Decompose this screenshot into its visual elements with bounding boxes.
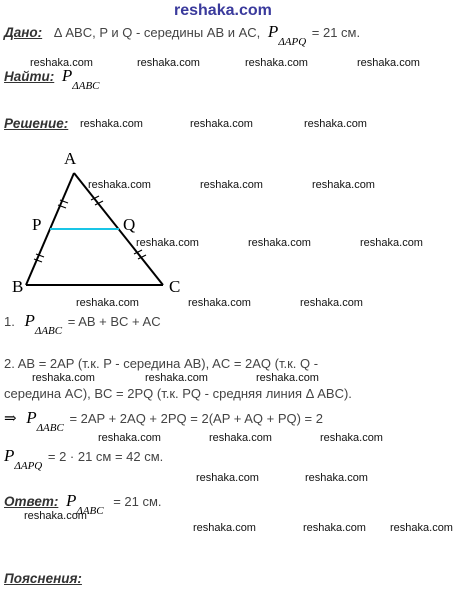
watermark: reshaka.com xyxy=(190,118,253,130)
solution-heading: Решение: xyxy=(4,116,69,131)
watermark: reshaka.com xyxy=(32,372,95,384)
step1-p-sub: ΔABC xyxy=(34,325,63,337)
answer-p-symbol: P xyxy=(65,491,77,510)
step2-line2: середина AC), BC = 2PQ (т.к. PQ - средняя линия Δ ABC). xyxy=(4,386,352,401)
watermark: reshaka.com xyxy=(200,179,263,191)
watermark: reshaka.com xyxy=(30,57,93,69)
watermark: reshaka.com xyxy=(256,372,319,384)
step2-p2-sub: ΔAPQ xyxy=(14,460,43,472)
watermark: reshaka.com xyxy=(98,432,161,444)
find-p-sub: ΔABC xyxy=(72,80,100,92)
watermark: reshaka.com xyxy=(209,432,272,444)
watermark: reshaka.com xyxy=(88,179,151,191)
given-p-symbol: P xyxy=(267,22,279,41)
step2-result: = 2 · 21 см = 42 см. xyxy=(47,449,164,464)
step2-p-symbol: P xyxy=(26,408,37,427)
watermark: reshaka.com xyxy=(145,372,208,384)
given-text: Δ ABC, P и Q - середины AB и AC, xyxy=(53,25,261,40)
explanation-heading: Пояснения: xyxy=(4,571,82,586)
point-q-label: Q xyxy=(123,215,136,234)
watermark: reshaka.com xyxy=(304,118,367,130)
explanation-line xyxy=(4,571,82,586)
step1-line xyxy=(4,311,161,337)
step2-p2-symbol: P xyxy=(4,446,15,465)
watermark: reshaka.com xyxy=(360,237,423,249)
watermark: reshaka.com xyxy=(248,237,311,249)
watermark: reshaka.com xyxy=(193,522,256,534)
watermark: reshaka.com xyxy=(303,522,366,534)
watermark: reshaka.com xyxy=(188,297,251,309)
step2-result-line xyxy=(4,446,164,472)
vertex-b-label: B xyxy=(12,277,24,296)
watermark: reshaka.com xyxy=(357,57,420,69)
step1-formula: = AB + BC + AC xyxy=(67,314,161,329)
step2-line1: 2. AB = 2AP (т.к. P - середина AB), AC = 2AQ (т.к. Q - xyxy=(4,356,319,371)
given-line xyxy=(4,22,361,48)
find-line xyxy=(4,66,100,92)
implies-arrow: ⇒ xyxy=(4,411,17,427)
step2-p-sub: ΔABC xyxy=(36,422,64,434)
step2-formula: = 2AP + 2AQ + 2PQ = 2(AP + AQ + PQ) = 2 xyxy=(69,411,323,426)
site-title: reshaka.com xyxy=(174,2,272,19)
watermark: reshaka.com xyxy=(245,57,308,69)
watermark: reshaka.com xyxy=(76,297,139,309)
find-p-symbol: P xyxy=(61,66,73,85)
watermark: reshaka.com xyxy=(320,432,383,444)
watermark: reshaka.com xyxy=(80,118,143,130)
watermark: reshaka.com xyxy=(305,472,368,484)
given-heading: Дано: xyxy=(4,25,43,40)
solution-line xyxy=(4,116,68,131)
watermark: reshaka.com xyxy=(300,297,363,309)
watermark: reshaka.com xyxy=(136,237,199,249)
watermark: reshaka.com xyxy=(196,472,259,484)
point-p-label: P xyxy=(32,215,42,234)
watermark: reshaka.com xyxy=(312,179,375,191)
find-heading: Найти: xyxy=(4,69,55,84)
answer-heading: Ответ: xyxy=(4,494,59,509)
vertex-c-label: C xyxy=(169,277,181,296)
vertex-a-label: A xyxy=(64,149,77,168)
step2-formula-line xyxy=(4,408,323,434)
watermark: reshaka.com xyxy=(137,57,200,69)
watermark: reshaka.com xyxy=(390,522,453,534)
watermark: reshaka.com xyxy=(24,510,87,522)
answer-p-sub: ΔABC xyxy=(76,505,104,517)
given-value: = 21 см. xyxy=(311,25,361,40)
answer-value: = 21 см. xyxy=(113,494,162,509)
step1-p-symbol: P xyxy=(24,311,35,330)
step1-number: 1. xyxy=(4,314,15,329)
given-p-sub: ΔAPQ xyxy=(278,36,307,48)
